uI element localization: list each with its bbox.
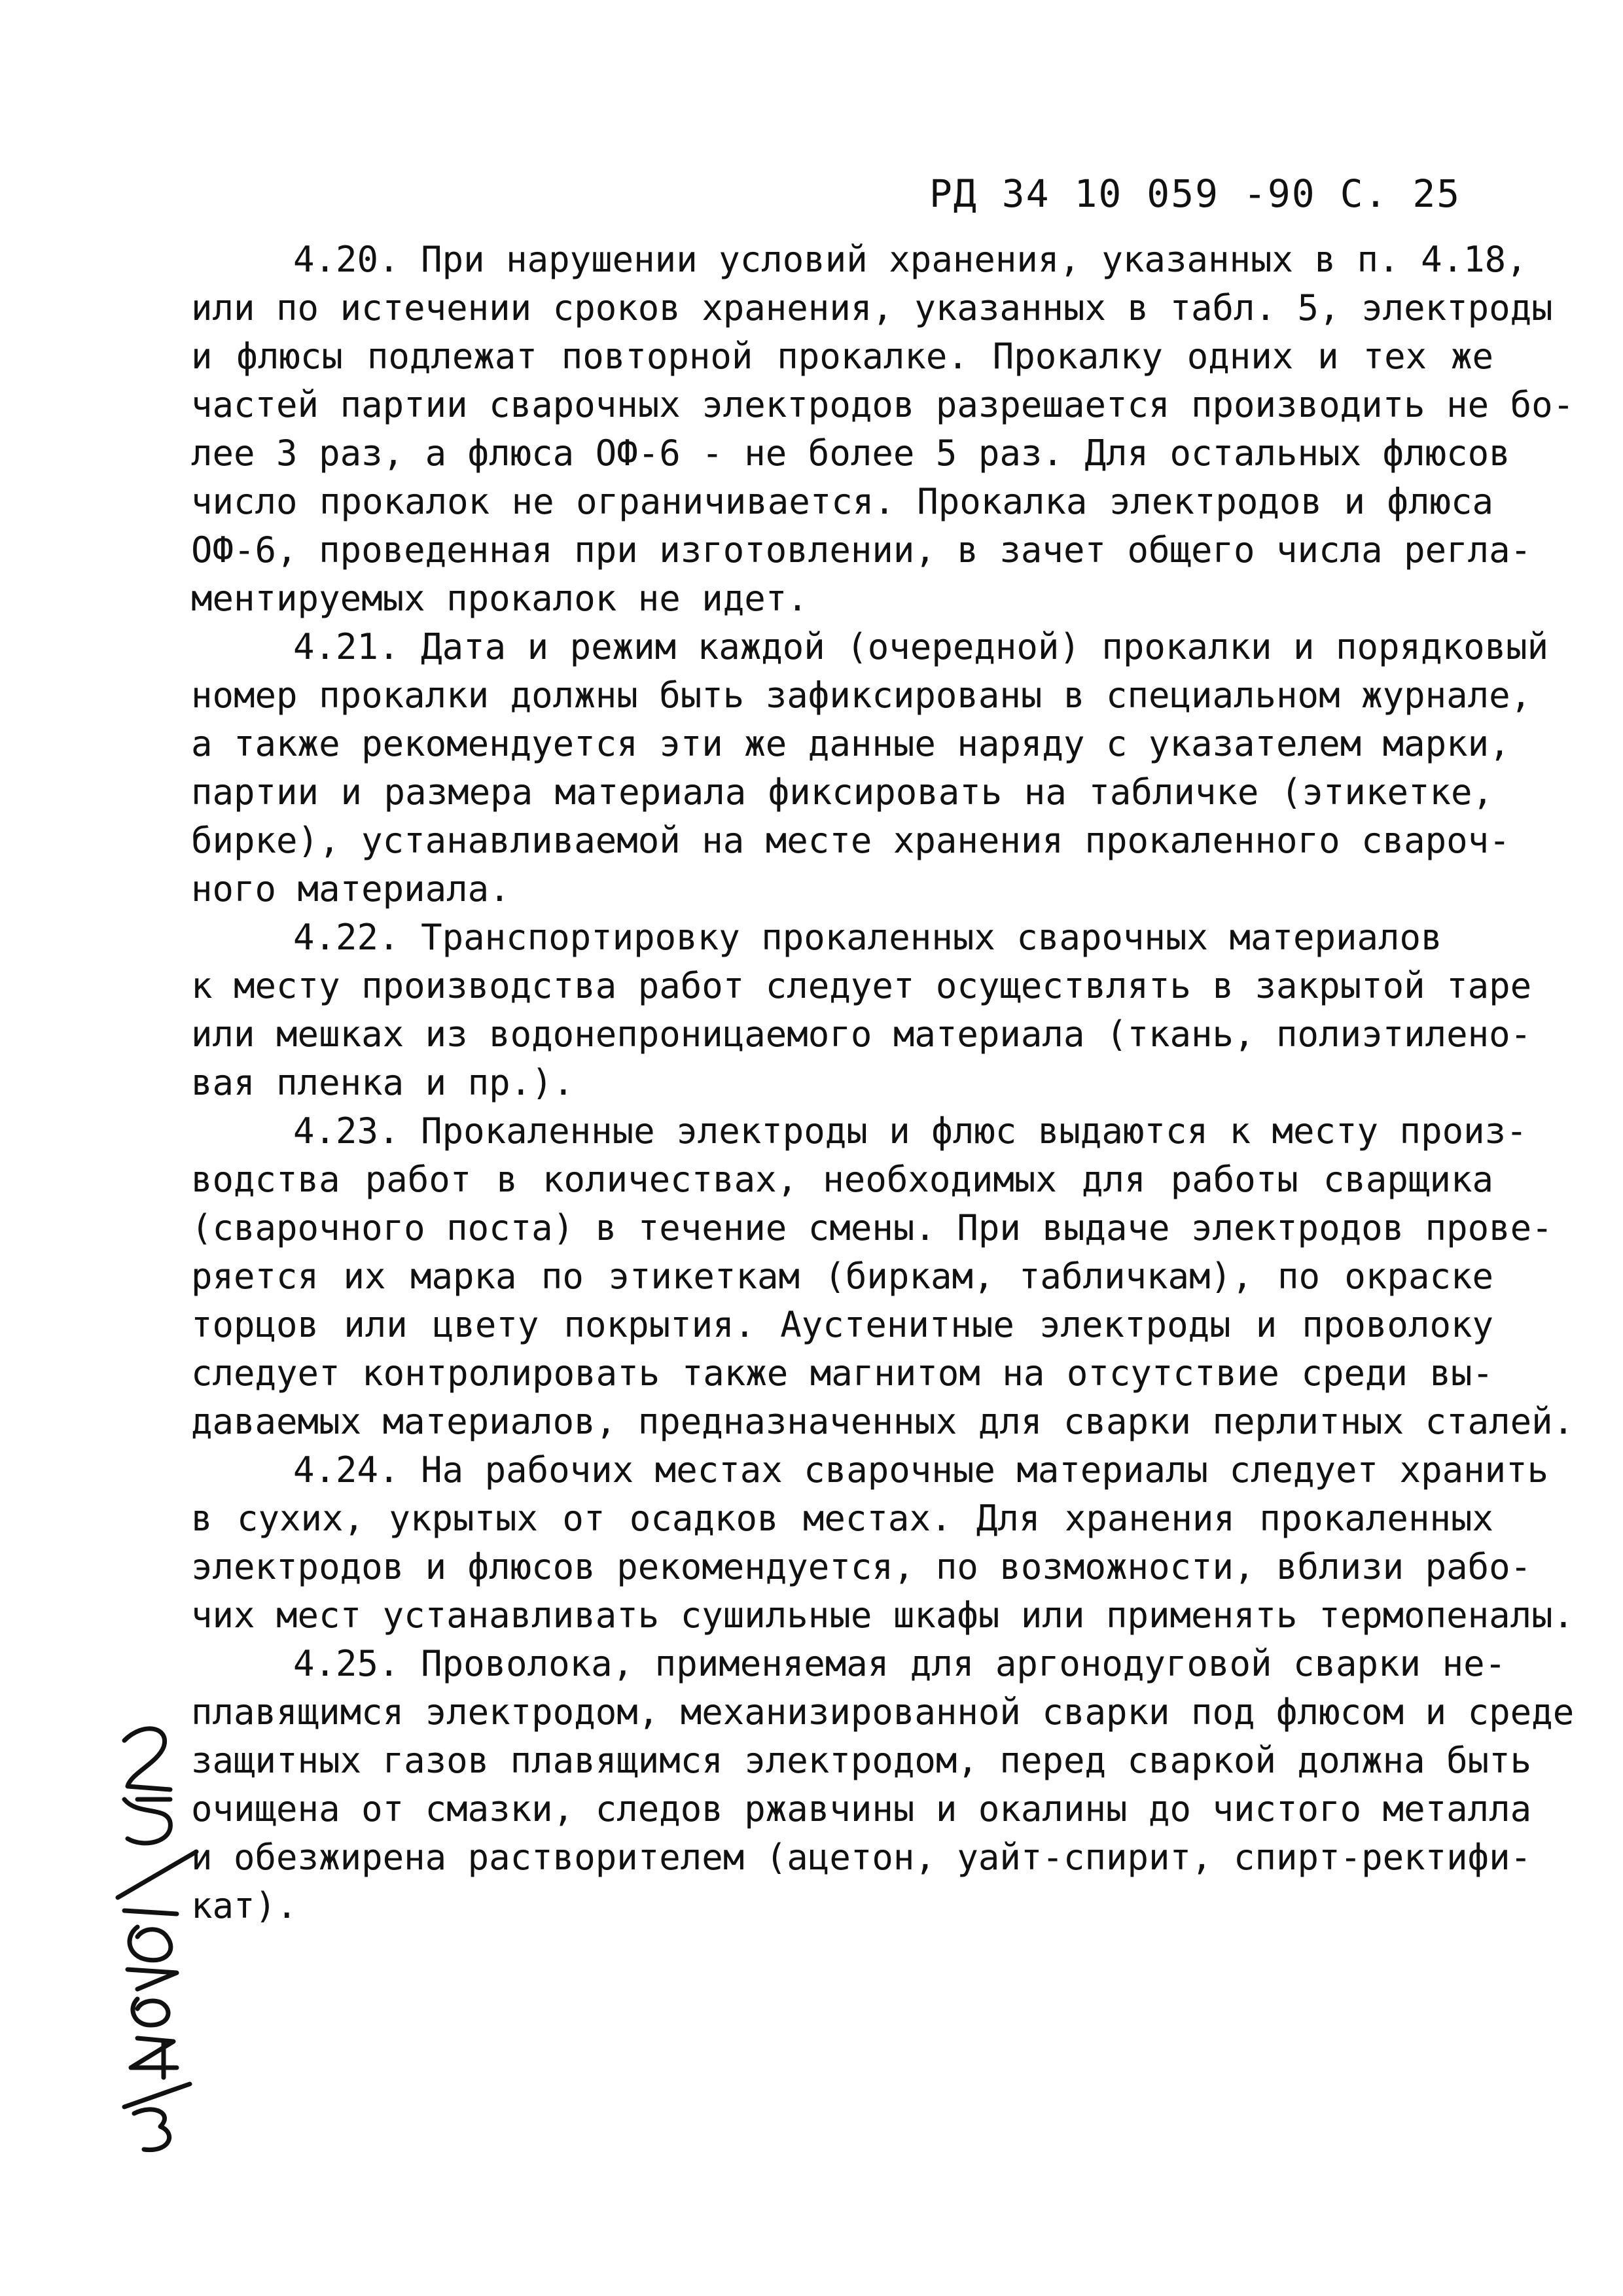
text-line: защитных газов плавящимся электродом, перед сваркой должна быть (191, 1740, 1532, 1781)
page-header: РД 34 10 059 -90 С. 25 (929, 171, 1461, 216)
text-line: плавящимся электродом, механизированной сварки под флюсом и среде (191, 1691, 1575, 1733)
text-line: или по истечении сроков хранения, указанных в табл. 5, электроды (191, 287, 1553, 328)
text-line: партии и размера материала фиксировать на табличке (этикетке, (191, 771, 1493, 813)
handwritten-margin-note (98, 1701, 209, 2159)
text-line: и флюсы подлежат повторной прокалке. Прокалку одних и тех же (191, 336, 1493, 377)
text-line: (сварочного поста) в течение смены. При выдаче электродов прове- (191, 1207, 1553, 1248)
text-line: к месту производства работ следует осуществлять в закрытой таре (191, 965, 1532, 1006)
text-line: 4.21. Дата и режим каждой (очередной) прокалки и порядковый (293, 626, 1549, 667)
text-line: и обезжирена растворителем (ацетон, уайт-спирит, спирт-ректифи- (191, 1837, 1532, 1878)
text-line: 4.23. Прокаленные электроды и флюс выдаются к месту произ- (293, 1110, 1527, 1152)
text-line: электродов и флюсов рекомендуется, по возможности, вблизи рабо- (191, 1546, 1532, 1587)
text-line: ряется их марка по этикеткам (биркам, табличкам), по окраске (191, 1256, 1493, 1297)
text-line: номер прокалки должны быть зафиксированы в специальном журнале, (191, 675, 1532, 716)
text-line: 4.22. Транспортировку прокаленных сварочных материалов (293, 917, 1442, 958)
text-line: ОФ-6, проведенная при изготовлении, в зачет общего числа регла- (191, 529, 1532, 571)
text-line: частей партии сварочных электродов разрешается производить не бо- (191, 384, 1575, 425)
text-line: чих мест устанавливать сушильные шкафы или применять термопеналы. (191, 1595, 1575, 1636)
text-line: 4.24. На рабочих местах сварочные материалы следует хранить (293, 1449, 1549, 1491)
text-line: кат). (191, 1885, 298, 1926)
text-line: вая пленка и пр.). (191, 1062, 575, 1103)
text-line: в сухих, укрытых от осадков местах. Для хранения прокаленных (191, 1498, 1493, 1539)
text-line: число прокалок не ограничивается. Прокалка электродов и флюса (191, 481, 1493, 522)
body-text (191, 236, 1575, 1930)
text-line: торцов или цвету покрытия. Аустенитные электроды и проволоку (191, 1304, 1493, 1345)
text-line: водства работ в количествах, необходимых для работы сварщика (191, 1159, 1493, 1200)
text-line: а также рекомендуется эти же данные наряду с указателем марки, (191, 723, 1510, 764)
text-line: ментируемых прокалок не идет. (191, 578, 808, 619)
text-line: следует контролировать также магнитом на отсутствие среди вы- (191, 1352, 1493, 1394)
text-line: лее 3 раз, а флюса ОФ-6 - не более 5 раз. Для остальных флюсов (191, 433, 1510, 474)
text-line: даваемых материалов, предназначенных для сварки перлитных сталей. (191, 1401, 1575, 1442)
handwriting-icon (98, 1701, 209, 2159)
text-line: 4.25. Проволока, применяемая для аргонодуговой сварки не- (293, 1643, 1507, 1684)
text-line: ного материала. (191, 868, 510, 910)
text-line: 4.20. При нарушении условий хранения, указанных в п. 4.18, (293, 239, 1527, 280)
text-line: очищена от смазки, следов ржавчины и окалины до чистого металла (191, 1788, 1532, 1829)
text-line: или мешках из водонепроницаемого материала (ткань, полиэтилено- (191, 1014, 1532, 1055)
text-line: бирке), устанавливаемой на месте хранения прокаленного свароч- (191, 820, 1510, 861)
